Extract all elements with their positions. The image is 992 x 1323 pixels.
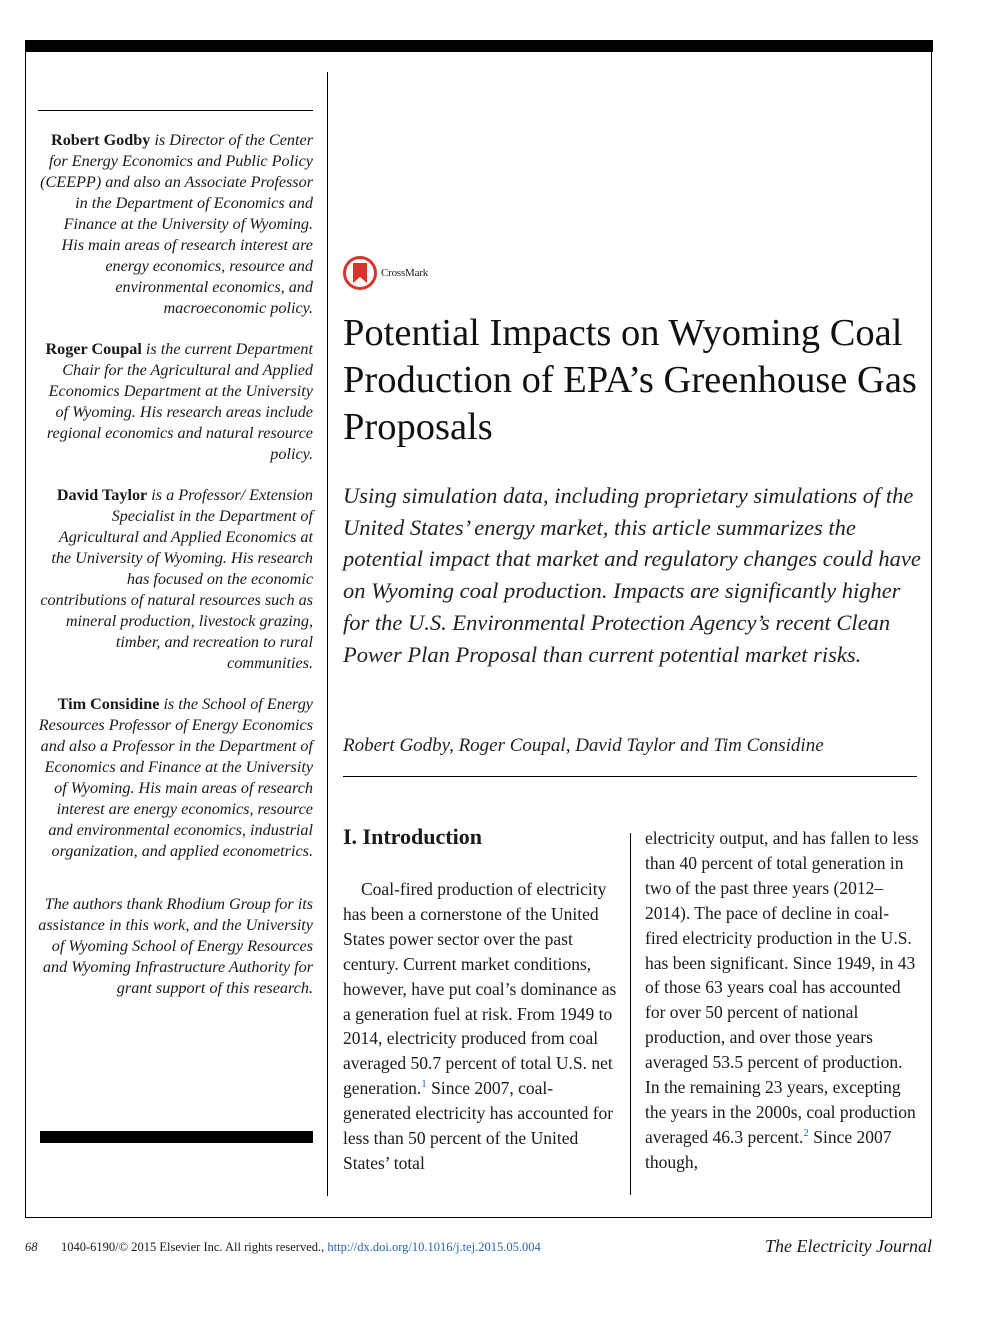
bio-name: David Taylor — [56, 486, 148, 504]
author-bio-taylor — [38, 485, 313, 674]
bio-text: is Director of the Center for Energy Economics and Public Policy (CEEPP) and also an Associate Professor in the Department of Economics and Finance at the University of Wyoming. His main areas of research interest are energy economics, resource and environmental economics, and macroeconomic policy. — [40, 131, 313, 317]
section-heading: I. Introduction — [343, 824, 482, 849]
frame-right-line — [931, 52, 932, 1218]
intro-paragraph — [343, 877, 618, 1176]
copyright-text: 1040-6190/© 2015 Elsevier Inc. All rights reserved., — [61, 1240, 328, 1254]
page-number: 68 — [25, 1240, 38, 1254]
column-divider — [630, 833, 631, 1195]
author-bio-godby — [38, 130, 313, 319]
author-bio-coupal — [38, 339, 313, 465]
authors-rule — [343, 776, 917, 777]
author-bio-considine — [38, 694, 313, 862]
sidebar-bottom-bar — [40, 1131, 313, 1143]
intro-paragraph-continued — [645, 826, 920, 1175]
bio-name: Robert Godby — [51, 131, 151, 149]
crossmark-badge[interactable] — [343, 256, 428, 290]
sidebar-divider — [327, 72, 328, 1196]
acknowledgement: The authors thank Rhodium Group for its assistance in this work, and the University of Wyoming School of Energy Resources and Wyoming Infrastructure Authority for grant support of this research. — [38, 895, 313, 997]
bio-name: Tim Considine — [57, 695, 160, 713]
bio-text: is a Professor/ Extension Specialist in the Department of Agricultural and Applied Economics at the University of Wyoming. His research has focused on the economic contributions of natural resources such as mineral production, livestock grazing, timber, and recreation to rural communities. — [40, 486, 313, 672]
text-run: Coal-fired production of electricity has been a cornerstone of the United States power sector over the past century. Current market conditions, however, have put coal’s dominance as a generation fuel at risk. From 1949 to 2014, electricity produced from coal averaged 50.7 percent of total U.S. net generation. — [343, 879, 617, 1099]
footnote-ref-2[interactable]: 2 — [803, 1127, 809, 1140]
crossmark-icon — [343, 256, 377, 290]
frame-left-line — [25, 52, 26, 1218]
article-authors: Robert Godby, Roger Coupal, David Taylor and Tim Considine — [343, 735, 824, 756]
article-abstract: Using simulation data, including proprietary simulations of the United States’ energy market, this article summarizes the potential impact that market and regulatory changes could have on Wyoming coal production. Impacts are significantly higher for the U.S. Environmental Protection Agency’s recent Clean Power Plan Proposal than current potential market risks. — [343, 483, 921, 667]
text-run: Since 2007 though, — [645, 1126, 892, 1172]
footnote-ref-1[interactable]: 1 — [421, 1078, 427, 1091]
body-column-2 — [645, 826, 920, 1175]
bio-text: is the School of Energy Resources Professor of Energy Economics and also a Professor in the Department of Economics and Finance at the University of Wyoming. His main areas of research interest are energy economics, resource and environmental economics, industrial organization, and applied econometrics. — [38, 695, 313, 860]
page-footer — [25, 1236, 932, 1258]
top-rule-bar — [25, 40, 933, 52]
author-sidebar — [38, 110, 313, 999]
body-column-1 — [343, 822, 618, 1176]
bio-name: Roger Coupal — [45, 340, 142, 358]
bio-text: is the current Department Chair for the Agricultural and Applied Economics Department at the University of Wyoming. His research areas include regional economics and natural resource policy. — [46, 340, 313, 463]
doi-link[interactable]: http://dx.doi.org/10.1016/j.tej.2015.05.004 — [327, 1240, 541, 1254]
frame-bottom-line — [25, 1217, 932, 1218]
crossmark-label: CrossMark — [381, 267, 429, 279]
article-title: Potential Impacts on Wyoming Coal Production of EPA’s Greenhouse Gas Proposals — [343, 312, 917, 448]
journal-name: The Electricity Journal — [765, 1236, 932, 1256]
copyright-line — [61, 1240, 541, 1255]
text-run: Since 2007, coal-generated electricity has accounted for less than 50 percent of the United States’ total — [343, 1078, 614, 1173]
sidebar-top-rule — [38, 110, 313, 111]
text-run: electricity output, and has fallen to less than 40 percent of total generation in two of the past three years (2012–2014). The pace of decline in coal-fired electricity production in the U.S. has been significant. Since 1949, in 43 of those 63 years coal has accounted for over 50 percent of national production, and over those years averaged 53.5 percent of production. In the remaining 23 years, excepting the years in the 2000s, coal production averaged 46.3 percent. — [645, 828, 919, 1147]
